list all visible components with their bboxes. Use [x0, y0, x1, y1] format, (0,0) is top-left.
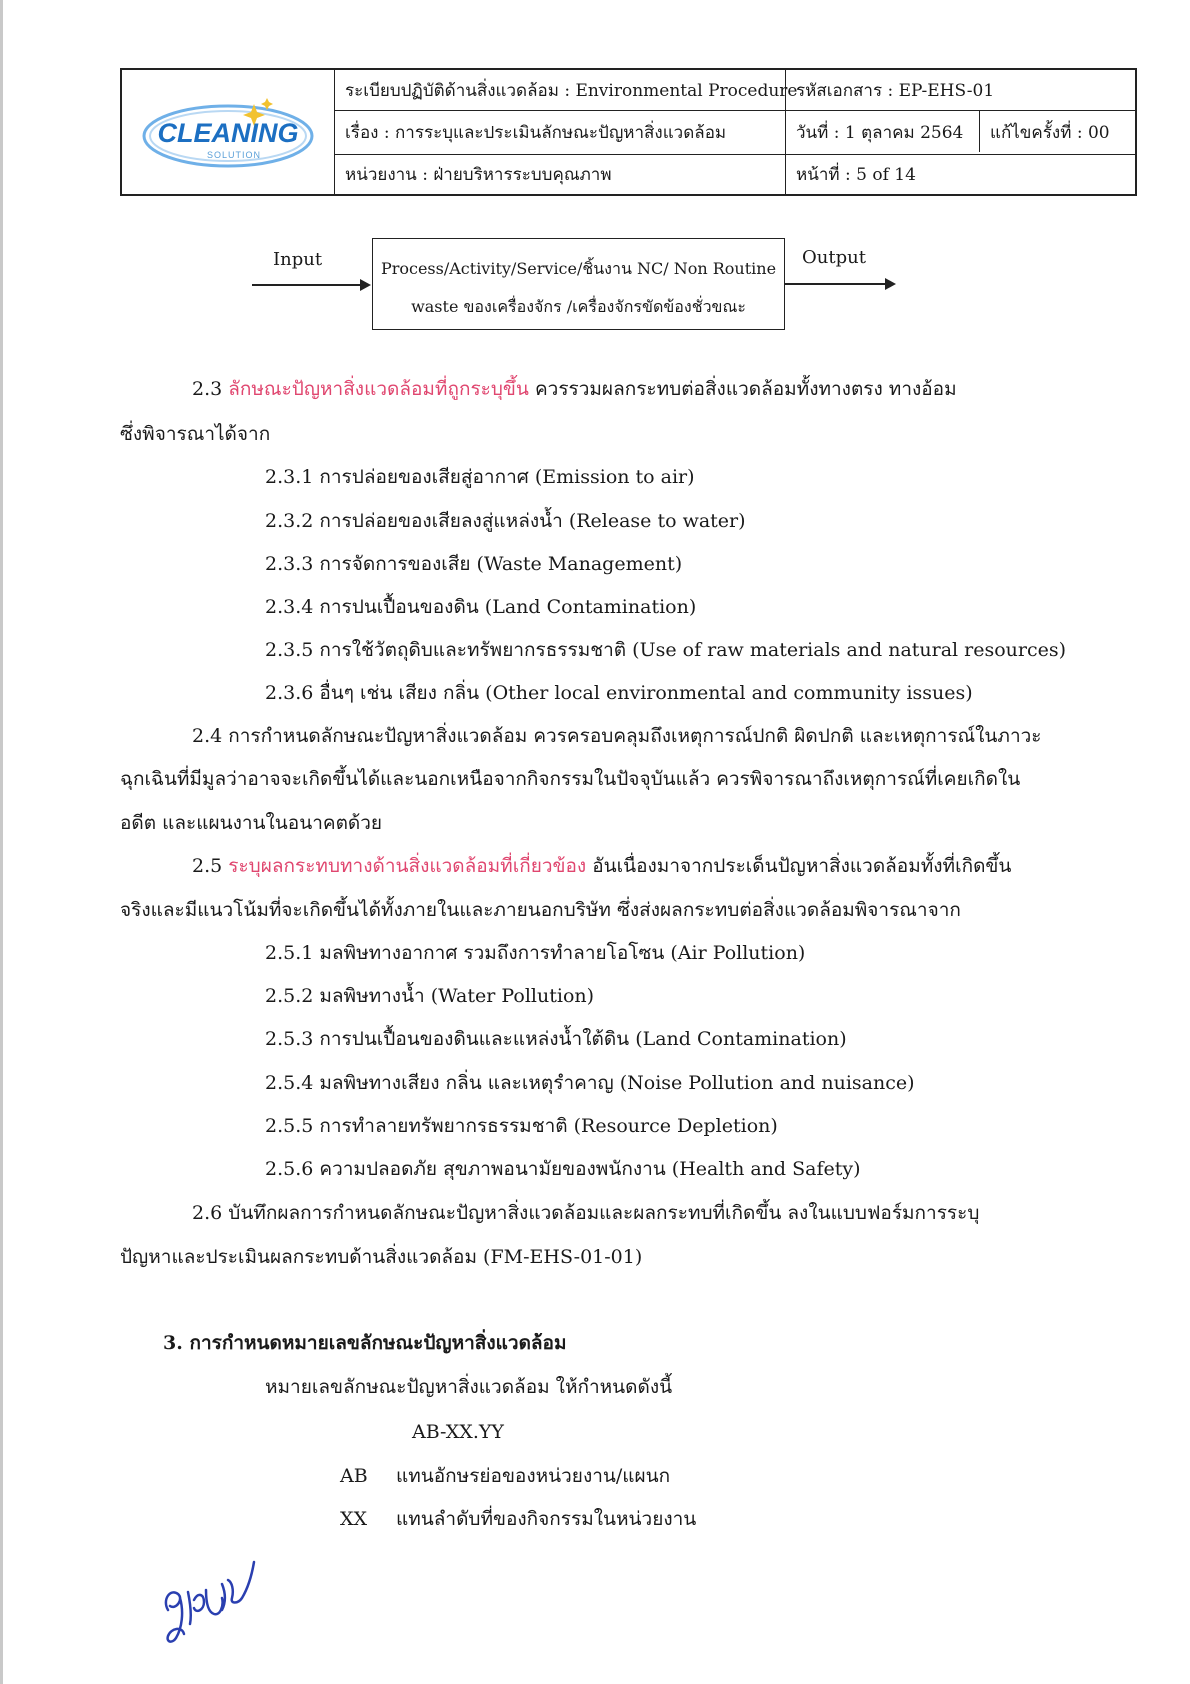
list-item: 2.5.4 มลพิษทางเสียง กลิ่น และเหตุรำคาญ (Noise Pollution and nuisance)	[265, 1072, 915, 1094]
doc-code: รหัสเอกสาร : EP-EHS-01	[796, 80, 995, 101]
doc-page: หน้าที่ : 5 of 14	[796, 164, 916, 185]
section-2-4-line1: 2.4 การกำหนดลักษณะปัญหาสิ่งแวดล้อม ควรครอบคลุมถึงเหตุการณ์ปกติ ผิดปกติ และเหตุการณ์ในภาวะ	[192, 725, 1042, 747]
list-item: 2.5.2 มลพิษทางน้ำ (Water Pollution)	[265, 985, 595, 1007]
doc-subject: เรื่อง : การระบุและประเมินลักษณะปัญหาสิ่งแวดล้อม	[345, 122, 727, 143]
svg-text:CLEANING: CLEANING	[157, 118, 299, 148]
list-item: 2.3.1 การปล่อยของเสียสู่อากาศ (Emission to air)	[265, 466, 695, 488]
section-2-6-line2: ปัญหาและประเมินผลกระทบด้านสิ่งแวดล้อม (FM-EHS-01-01)	[120, 1246, 643, 1268]
list-item: 2.3.6 อื่นๆ เช่น เสียง กลิ่น (Other local environmental and community issues)	[265, 682, 973, 704]
output-label: Output	[802, 247, 866, 268]
section-2-5-line2: จริงและมีแนวโน้มที่จะเกิดขึ้นได้ทั้งภายในและภายนอกบริษัท ซึ่งส่งผลกระทบต่อสิ่งแวดล้อมพิจารณาจาก	[120, 899, 961, 921]
def-code: XX	[340, 1508, 368, 1530]
doc-department: หน่วยงาน : ฝ่ายบริหารระบบคุณภาพ	[345, 164, 612, 185]
number-format: AB-XX.YY	[412, 1421, 504, 1443]
list-item: 2.5.3 การปนเปื้อนของดินและแหล่งน้ำใต้ดิน (Land Contamination)	[265, 1028, 847, 1050]
section-2-3-line2: ซึ่งพิจารณาได้จาก	[120, 423, 271, 445]
def-code: AB	[340, 1465, 368, 1487]
signature	[150, 1540, 270, 1650]
cleaning-logo-icon	[122, 70, 334, 194]
section-2-3-line1: 2.3 ลักษณะปัญหาสิ่งแวดล้อมที่ถูกระบุขึ้น ควรรวมผลกระทบต่อสิ่งแวดล้อมทั้งทางตรง ทางอ้อม	[192, 378, 957, 400]
section-2-4-line2: ฉุกเฉินที่มีมูลว่าอาจจะเกิดขึ้นได้และนอกเหนือจากกิจกรรมในปัจจุบันแล้ว ควรพิจารณาถึงเหตุการณ์ที่เคยเกิดใน	[120, 768, 1021, 790]
doc-date: วันที่ : 1 ตุลาคม 2564	[796, 122, 964, 143]
input-label: Input	[273, 249, 323, 270]
section-3-intro: หมายเลขลักษณะปัญหาสิ่งแวดล้อม ให้กำหนดดังนี้	[265, 1376, 673, 1398]
section-2-3-highlight: ลักษณะปัญหาสิ่งแวดล้อมที่ถูกระบุขึ้น	[228, 378, 529, 400]
doc-revision: แก้ไขครั้งที่ : 00	[990, 122, 1110, 143]
procedure-title: ระเบียบปฏิบัติด้านสิ่งแวดล้อม : Environmental Procedure	[345, 80, 798, 101]
list-item: 2.5.6 ความปลอดภัย สุขภาพอนามัยของพนักงาน (Health and Safety)	[265, 1158, 861, 1180]
section-2-4-line3: อดีต และแผนงานในอนาคตด้วย	[120, 812, 383, 834]
list-item: 2.3.3 การจัดการของเสีย (Waste Management)	[265, 553, 683, 575]
output-arrow	[785, 283, 893, 285]
section-3-heading: 3. การกำหนดหมายเลขลักษณะปัญหาสิ่งแวดล้อม	[163, 1332, 567, 1354]
page-edge	[0, 0, 3, 1684]
list-item: 2.5.5 การทำลายทรัพยากรธรรมชาติ (Resource Depletion)	[265, 1115, 778, 1137]
list-item: 2.3.5 การใช้วัตถุดิบและทรัพยากรธรรมชาติ (Use of raw materials and natural resources)	[265, 639, 1067, 661]
section-2-5-highlight: ระบุผลกระทบทางด้านสิ่งแวดล้อมที่เกี่ยวข้อง	[228, 855, 587, 877]
document-header	[120, 68, 1137, 196]
input-arrow	[252, 284, 368, 286]
list-item: 2.3.2 การปล่อยของเสียลงสู่แหล่งน้ำ (Release to water)	[265, 510, 746, 532]
svg-text:SOLUTION: SOLUTION	[206, 150, 262, 160]
def-desc: แทนลำดับที่ของกิจกรรมในหน่วยงาน	[396, 1508, 697, 1530]
section-2-5-line1: 2.5 ระบุผลกระทบทางด้านสิ่งแวดล้อมที่เกี่ยวข้อง อันเนื่องมาจากประเด็นปัญหาสิ่งแวดล้อมทั้งที่เกิดขึ้น	[192, 855, 1012, 877]
def-desc: แทนอักษรย่อของหน่วยงาน/แผนก	[396, 1465, 671, 1487]
process-box-line1: Process/Activity/Service/ชิ้นงาน NC/ Non Routine	[380, 259, 777, 278]
company-logo	[122, 70, 334, 194]
process-box	[372, 238, 785, 330]
process-box-line2: waste ของเครื่องจักร /เครื่องจักรขัดข้องชั่วขณะ	[411, 297, 746, 316]
section-2-6-line1: 2.6 บันทึกผลการกำหนดลักษณะปัญหาสิ่งแวดล้อมและผลกระทบที่เกิดขึ้น ลงในแบบฟอร์มการระบุ	[192, 1202, 980, 1224]
list-item: 2.5.1 มลพิษทางอากาศ รวมถึงการทำลายโอโซน (Air Pollution)	[265, 942, 806, 964]
list-item: 2.3.4 การปนเปื้อนของดิน (Land Contamination)	[265, 596, 697, 618]
